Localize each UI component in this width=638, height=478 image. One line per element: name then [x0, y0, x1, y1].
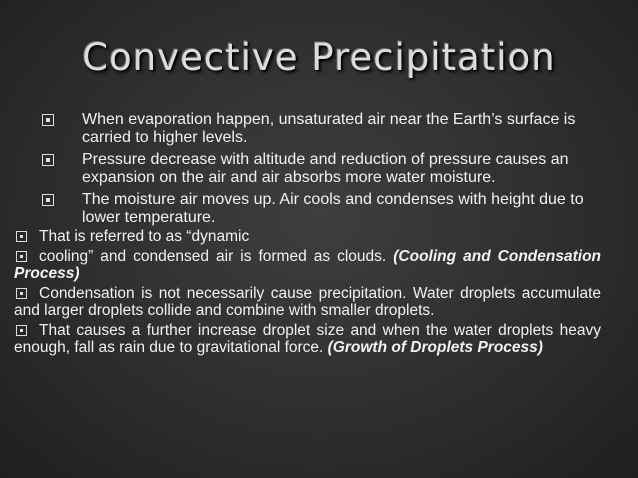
- paragraph: [14, 285, 601, 320]
- paragraph-text: Condensation is not necessarily cause precipitation. Water droplets accumulate and larger droplets collide and combine with smaller droplets.: [14, 284, 601, 319]
- square-bullet-icon: [16, 325, 27, 336]
- bullet-text: Pressure decrease with altitude and reduction of pressure causes an expansion on the air and air absorbs more water moisture.: [82, 151, 569, 186]
- square-bullet-icon: [16, 288, 27, 299]
- paragraph: [14, 322, 601, 357]
- bullet-item: [42, 111, 602, 147]
- bullet-list: [42, 111, 602, 231]
- bullet-item: [42, 191, 602, 227]
- paragraph-text: cooling” and condensed air is formed as clouds.: [39, 247, 394, 265]
- square-bullet-icon: [42, 154, 54, 166]
- square-bullet-icon: [16, 231, 27, 242]
- process-label: (Growth of Droplets Process): [327, 339, 543, 356]
- paragraph-list: [14, 228, 601, 359]
- paragraph: [14, 228, 601, 246]
- bullet-item: [42, 151, 602, 187]
- paragraph-text: That is referred to as “dynamic: [39, 228, 250, 245]
- process-label: (Cooling and Condensation Process): [14, 247, 602, 282]
- square-bullet-icon: [42, 194, 54, 206]
- square-bullet-icon: [16, 251, 27, 262]
- paragraph-text: That causes a further increase droplet size and when the water droplets heavy enough, fall as rain due to gravitational force.: [14, 321, 601, 356]
- slide-title: Convective Precipitation: [82, 36, 556, 79]
- square-bullet-icon: [42, 114, 54, 126]
- bullet-text: The moisture air moves up. Air cools and condenses with height due to lower temperature.: [82, 191, 584, 226]
- paragraph: [14, 248, 601, 283]
- bullet-text: When evaporation happen, unsaturated air near the Earth’s surface is carried to higher levels.: [82, 111, 576, 146]
